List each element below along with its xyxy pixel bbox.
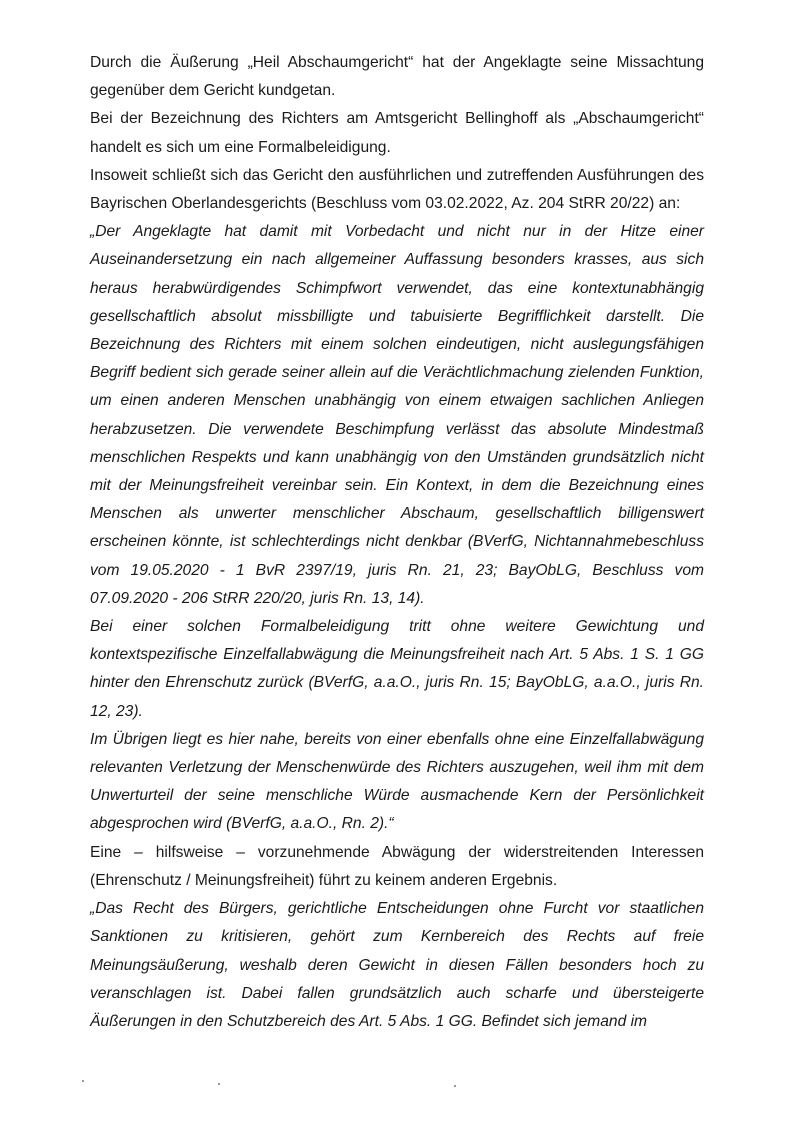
scan-speck	[454, 1085, 456, 1087]
scan-speck	[82, 1080, 84, 1082]
paragraph-1: Durch die Äußerung „Heil Abschaumgericht“ hat der Angeklagte seine Missachtung gegenüber dem Gericht kundgetan.	[90, 54, 704, 100]
scan-speck	[218, 1083, 220, 1085]
quote-paragraph-1: „Der Angeklagte hat damit mit Vorbedacht und nicht nur in der Hitze einer Auseinandersetzung ein nach allgemeiner Auffassung besonders krasses, aus sich heraus herabwürdigendes Schimpfwort verwendet, das eine kontextunabhängig gesellschaftlich absolut missbilligte und tabuisierte Begrifflichkeit darstellt. Die Bezeichnung des Richters mit einem solchen eindeutigen, nicht auslegungsfähigen Begriff bedient sich gerade seiner allein auf die Verächtlichmachung zielenden Funktion, um einen anderen Menschen unabhängig von einem etwaigen sachlichen Anliegen herabzusetzen. Die verwendete Beschimpfung verlässt das absolute Mindestmaß menschlichen Respekts und kann unabhängig von den Umständen grundsätzlich nicht mit der Meinungsfreiheit vereinbar sein. Ein Kontext, in dem die Bezeichnung eines Menschen als unwerter menschlicher Abschaum, gesellschaftlich billigenswert erscheinen könnte, ist schlechterdings nicht denkbar (BVerfG, Nichtannahmebeschluss vom 19.05.2020 - 1 BvR 2397/19, juris Rn. 21, 23; BayObLG, Beschluss vom 07.09.2020 - 206 StRR 220/20, juris Rn. 13, 14).	[90, 223, 704, 607]
paragraph-4: Eine – hilfsweise – vorzunehmende Abwägung der widerstreitenden Interessen (Ehrenschutz / Meinungsfreiheit) führt zu keinem anderen Ergebnis.	[90, 843, 704, 889]
quote-paragraph-4: „Das Recht des Bürgers, gerichtliche Entscheidungen ohne Furcht vor staatlichen Sanktionen zu kritisieren, gehört zum Kernbereich des Rechts auf freie Meinungsäußerung, weshalb deren Gewicht in diesen Fällen besonders hoch zu veranschlagen ist. Dabei fallen grundsätzlich auch scharfe und übersteigerte Äußerungen in den Schutzbereich des Art. 5 Abs. 1 GG. Befindet sich jemand im	[90, 900, 704, 1030]
paragraph-2: Bei der Bezeichnung des Richters am Amtsgericht Bellinghoff als „Abschaumgericht“ handelt es sich um eine Formalbeleidigung.	[90, 110, 704, 156]
quote-paragraph-3: Im Übrigen liegt es hier nahe, bereits von einer ebenfalls ohne eine Einzelfallabwägung relevanten Verletzung der Menschenwürde des Richters auszugehen, weil ihm mit dem Unwerturteil der seine menschliche Würde ausmachende Kern der Persönlichkeit abgesprochen wird (BVerfG, a.a.O., Rn. 2).“	[90, 730, 704, 833]
document-body	[90, 49, 704, 1036]
quote-paragraph-2: Bei einer solchen Formalbeleidigung tritt ohne weitere Gewichtung und kontextspezifische Einzelfallabwägung die Meinungsfreiheit nach Art. 5 Abs. 1 S. 1 GG hinter den Ehrenschutz zurück (BVerfG, a.a.O., juris Rn. 15; BayObLG, a.a.O., juris Rn. 12, 23).	[90, 618, 704, 720]
paragraph-3: Insoweit schließt sich das Gericht den ausführlichen und zutreffenden Ausführungen des Bayrischen Oberlandesgerichts (Beschluss vom 03.02.2022, Az. 204 StRR 20/22) an:	[90, 166, 704, 213]
